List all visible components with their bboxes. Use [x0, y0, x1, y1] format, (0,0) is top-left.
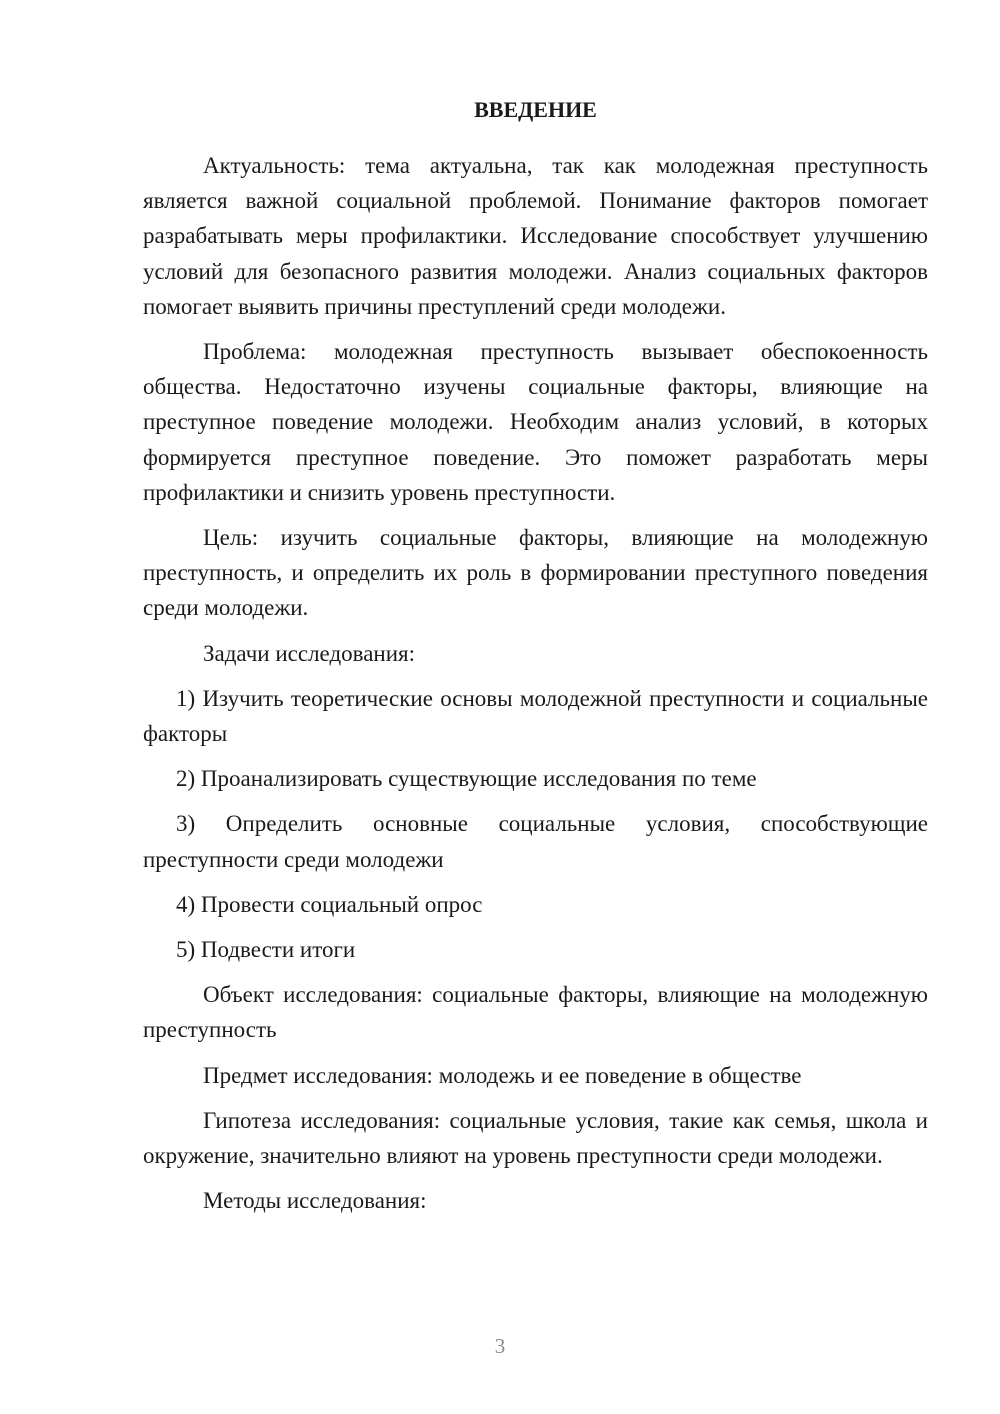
task-item-4: 4) Провести социальный опрос — [176, 891, 483, 917]
task-item-1: 1) Изучить теоретические основы молодежной преступности и социальные факторы — [143, 685, 928, 747]
paragraph-tasks-heading: Задачи исследования: — [203, 640, 416, 666]
page-number: 3 — [494, 1334, 506, 1358]
task-item-3: 3) Определить основные социальные условия, способствующие преступности среди молодежи — [143, 811, 928, 872]
task-item-2: 2) Проанализировать существующие исследования по теме — [176, 766, 757, 792]
page-title: ВВЕДЕНИЕ — [474, 97, 597, 122]
paragraph-goal: Цель: изучить социальные факторы, влияющие на молодежную преступность, и определить их роль в формировании преступного поведения среди молодежи. — [143, 525, 928, 621]
task-item-5: 5) Подвести итоги — [176, 937, 356, 963]
paragraph-object: Объект исследования: социальные факторы, влияющие на молодежную преступность — [143, 982, 928, 1043]
paragraph-hypothesis: Гипотеза исследования: социальные условия, такие как семья, школа и окружение, значительно влияют на уровень преступности среди молодежи. — [143, 1107, 928, 1169]
paragraph-subject: Предмет исследования: молодежь и ее поведение в обществе — [203, 1062, 802, 1088]
paragraph-relevance: Актуальность: тема актуальна, так как молодежная преступность является важной социальной проблемой. Понимание факторов помогает разрабатывать меры профилактики. Исследование способствует улучшению условий для безопасного развития молодежи. Анализ социальных факторов помогает выявить причины преступлений среди молодежи. — [143, 153, 928, 319]
document-page — [143, 92, 928, 1228]
paragraph-methods: Методы исследования: — [203, 1188, 427, 1214]
paragraph-problem: Проблема: молодежная преступность вызывает обеспокоенность общества. Недостаточно изучены социальные факторы, влияющие на преступное поведение молодежи. Необходим анализ условий, в которых формируется преступное поведение. Это поможет разработать меры профилактики и снизить уровень преступности. — [143, 339, 928, 505]
